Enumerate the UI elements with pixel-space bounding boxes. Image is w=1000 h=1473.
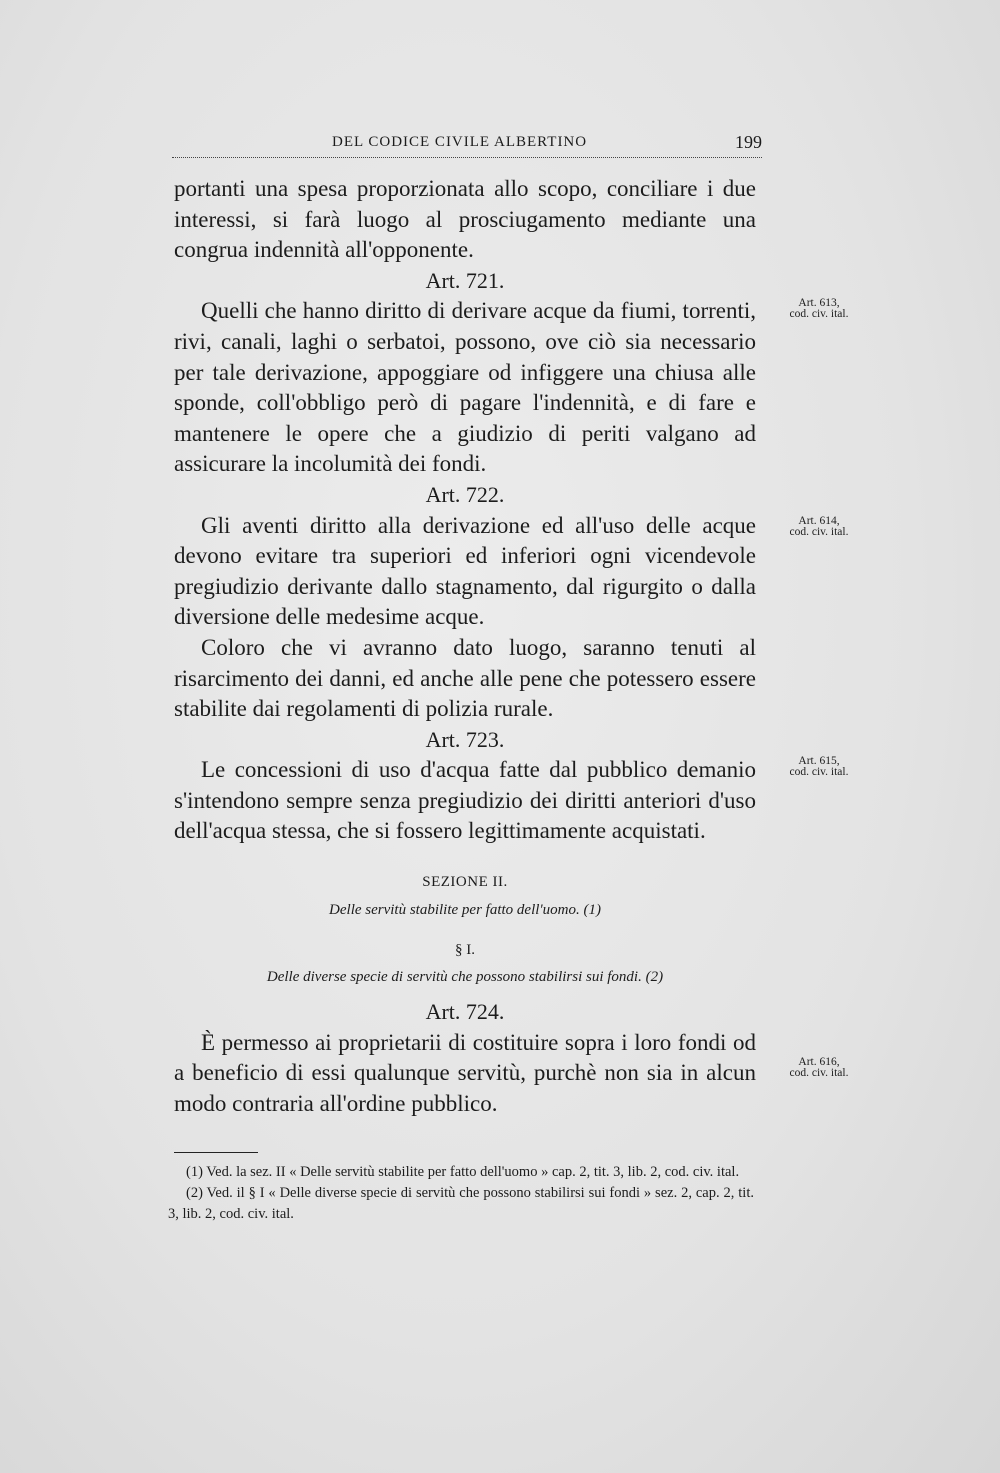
- footnote-2: (2) Ved. il § I « Delle diverse specie di servitù che possono stabilirsi sui fondi » sez. 2, cap. 2, tit. 3, lib. 2, cod. civ. ital.: [168, 1185, 754, 1222]
- paragraph-intro: portanti una spesa proporzionata allo scopo, conciliare i due interessi, si farà luogo al prosciugamento mediante una congrua indennità all'opponente.: [174, 176, 756, 263]
- article-721-heading: Art. 721.: [425, 267, 505, 293]
- margin-note-art-616: [774, 1057, 864, 1079]
- main-text: [174, 174, 756, 1119]
- article-721-text: Quelli che hanno diritto di derivare acque da fiumi, torrenti, rivi, canali, laghi o serbatoi, possono, ove ciò sia necessario per tale derivazione, appoggiare od infiggere una chiusa alle sponde, coll'obbligo però di pagare l'indennità, e di fare e mantenere le opere che a giudizio di periti valgano ad assicurare la incolumità dei fondi.: [174, 298, 756, 477]
- section-title: SEZIONE II.: [422, 874, 508, 891]
- paragraph-subtitle: Delle diverse specie di servitù che possono stabilirsi sui fondi. (2): [266, 969, 664, 986]
- margin-note-art-615: [774, 756, 864, 778]
- page-header: [172, 132, 762, 156]
- margin-note-line: cod. civ. ital.: [789, 308, 849, 320]
- margin-note-line: Art. 615,: [798, 755, 840, 767]
- section-subtitle: Delle servitù stabilite per fatto dell'uomo. (1): [329, 902, 601, 919]
- running-title: DEL CODICE CIVILE ALBERTINO: [332, 134, 588, 150]
- page-number: 199: [735, 132, 762, 152]
- article-722-text-2: Coloro che vi avranno dato luogo, saranno tenuti al risarcimento dei danni, ed anche alle pene che potessero essere stabilite dai regolamenti di polizia rurale.: [174, 634, 756, 722]
- footnotes: [168, 1162, 754, 1225]
- article-723-heading: Art. 723.: [425, 726, 505, 752]
- article-724-text: È permesso ai proprietarii di costituire sopra i loro fondi od a beneficio di essi qualunque servitù, purchè non sia in alcun modo contraria all'ordine pubblico.: [174, 1029, 756, 1116]
- margin-note-line: Art. 614,: [798, 515, 840, 527]
- margin-note-line: Art. 613,: [798, 297, 840, 309]
- article-724-heading: Art. 724.: [425, 999, 505, 1025]
- article-722-heading: Art. 722.: [425, 481, 505, 507]
- margin-note-art-614: [774, 516, 864, 538]
- margin-note-line: Art. 616,: [798, 1056, 840, 1068]
- margin-note-line: cod. civ. ital.: [789, 766, 849, 778]
- header-rule: [172, 157, 762, 158]
- article-722-text-1: Gli aventi diritto alla derivazione ed all'uso delle acque devono evitare tra superiori ed inferiori ogni vicendevole pregiudizio derivante dallo stagnamento, dal rigurgito o dalla diversione delle medesime acque.: [174, 512, 756, 630]
- footnote-rule: [174, 1152, 258, 1153]
- margin-note-line: cod. civ. ital.: [789, 1067, 849, 1079]
- paragraph-mark: § I.: [455, 942, 475, 959]
- margin-note-art-613: [774, 298, 864, 320]
- footnote-1: (1) Ved. la sez. II « Delle servitù stabilite per fatto dell'uomo » cap. 2, tit. 3, lib. 2, cod. civ. ital.: [186, 1164, 740, 1180]
- article-723-text: Le concessioni di uso d'acqua fatte dal pubblico demanio s'intendono sempre senza pregiudizio dei diritti anteriori d'uso dell'acqua stessa, che si fossero legittimamente acquistati.: [174, 757, 756, 844]
- margin-note-line: cod. civ. ital.: [789, 526, 849, 538]
